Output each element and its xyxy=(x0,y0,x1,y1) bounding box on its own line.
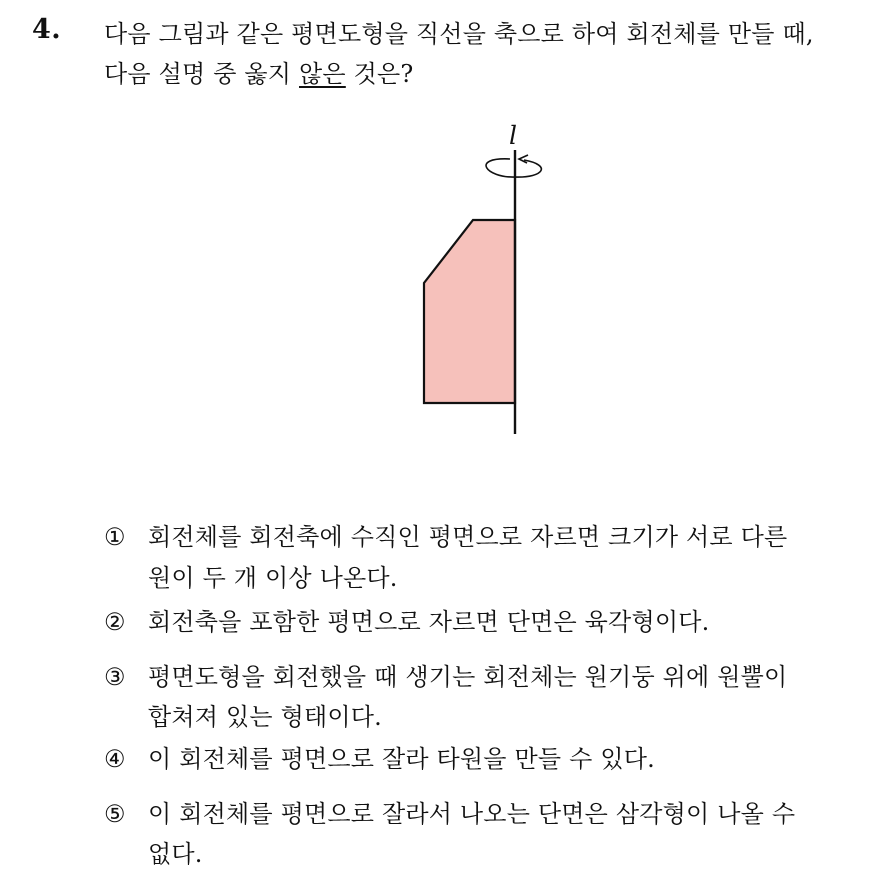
question-number: 4. xyxy=(32,14,62,45)
choice-1[interactable] xyxy=(104,517,787,552)
rotation-arrow-icon xyxy=(486,159,541,177)
choice-2-mark: ② xyxy=(104,608,126,636)
choice-3-text: 평면도형을 회전했을 때 생기는 회전체는 원기둥 위에 원뿔이 xyxy=(148,663,788,691)
question-text-underlined: 않은 xyxy=(299,60,346,88)
choice-3-mark: ③ xyxy=(104,663,126,691)
choice-5-text-cont: 없다. xyxy=(148,840,203,868)
rotation-arrowhead-icon xyxy=(519,155,528,163)
question-text-line2-before: 다음 설명 중 옳지 xyxy=(104,60,300,88)
choice-5[interactable] xyxy=(104,794,795,829)
choice-2-text: 회전축을 포함한 평면으로 자르면 단면은 육각형이다. xyxy=(148,608,710,636)
question-text-line1: 다음 그림과 같은 평면도형을 직선을 축으로 하여 회전체를 만들 때, xyxy=(104,20,814,48)
plane-figure-shape xyxy=(424,220,515,403)
choice-2[interactable] xyxy=(104,602,709,637)
choice-1-text: 회전체를 회전축에 수직인 평면으로 자르면 크기가 서로 다른 xyxy=(148,523,788,551)
choice-5-mark: ⑤ xyxy=(104,800,126,828)
choice-4[interactable] xyxy=(104,739,655,774)
choice-1-text-cont: 원이 두 개 이상 나온다. xyxy=(148,564,398,592)
choice-3-text-cont: 합쳐져 있는 형태이다. xyxy=(148,703,382,731)
choice-5-text: 이 회전체를 평면으로 잘라서 나오는 단면은 삼각형이 나올 수 xyxy=(148,800,796,828)
choice-4-mark: ④ xyxy=(104,745,126,773)
choice-3[interactable] xyxy=(104,657,787,692)
question-text-line2-after: 것은? xyxy=(345,60,414,88)
choice-4-text: 이 회전체를 평면으로 잘라 타원을 만들 수 있다. xyxy=(148,745,655,773)
choice-1-mark: ① xyxy=(104,523,126,551)
axis-label: l xyxy=(509,121,517,150)
